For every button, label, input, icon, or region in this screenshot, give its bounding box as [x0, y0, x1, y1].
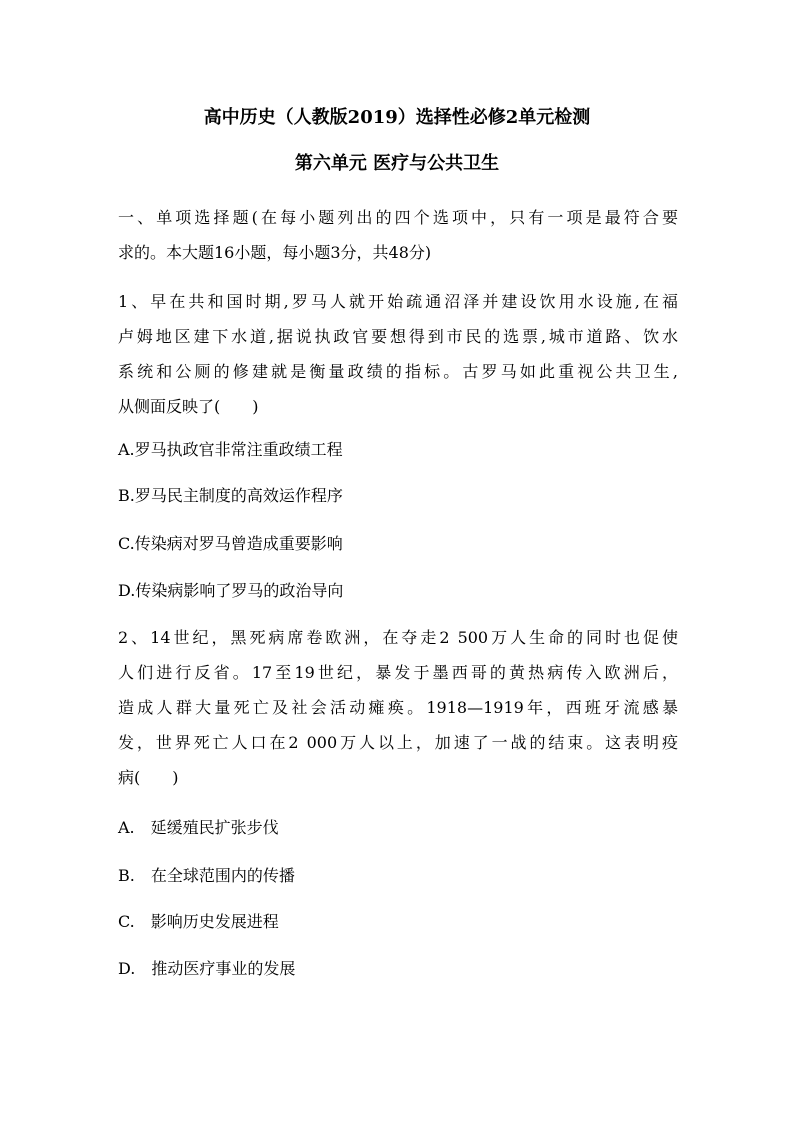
question-1-option-b: B.罗马民主制度的高效运作程序 — [118, 486, 343, 505]
section-instructions-line: 一、单项选择题(在每小题列出的四个选项中，只有一项是最符合要 — [118, 208, 678, 227]
question-2-stem-line: 病( ) — [118, 768, 179, 787]
question-2-option-c: C. 影响历史发展进程 — [118, 912, 279, 931]
section-instructions — [118, 200, 678, 270]
question-1-stem-line: 系统和公厕的修建就是衡量政绩的指标。古罗马如此重视公共卫生, — [118, 362, 678, 381]
question-1-stem-line: 1、早在共和国时期,罗马人就开始疏通沼泽并建设饮用水设施,在福 — [118, 292, 678, 311]
question-1-stem-line: 卢姆地区建下水道,据说执政官要想得到市民的选票,城市道路、饮水 — [118, 327, 678, 346]
question-2-option-a: A. 延缓殖民扩张步伐 — [118, 818, 279, 837]
question-1-option-a: A.罗马执政官非常注重政绩工程 — [118, 440, 343, 459]
unit-subtitle: 第六单元 医疗与公共卫生 — [294, 153, 500, 174]
question-2-option-b: B. 在全球范围内的传播 — [118, 866, 295, 885]
question-1-option-c: C.传染病对罗马曾造成重要影响 — [118, 534, 343, 553]
question-2-stem-line: 发，世界死亡人口在2 000万人以上，加速了一战的结束。这表明疫 — [118, 733, 678, 752]
question-2-stem-line: 2、14世纪，黑死病席卷欧洲，在夺走2 500万人生命的同时也促使 — [118, 628, 678, 647]
question-1-option-d: D.传染病影响了罗马的政治导向 — [118, 581, 344, 600]
question-1-stem — [118, 284, 678, 424]
question-1-stem-line: 从侧面反映了( ) — [118, 397, 259, 416]
section-instructions-line: 求的。本大题16小题，每小题3分，共48分) — [118, 243, 432, 262]
document-title: 高中历史（人教版2019）选择性必修2单元检测 — [203, 107, 591, 128]
question-2-stem — [118, 620, 678, 795]
question-2-stem-line: 人们进行反省。17至19世纪，暴发于墨西哥的黄热病传入欧洲后， — [118, 663, 678, 682]
question-2-option-d: D. 推动医疗事业的发展 — [118, 959, 296, 978]
question-2-stem-line: 造成人群大量死亡及社会活动瘫痪。1918—1919年，西班牙流感暴 — [118, 698, 678, 717]
